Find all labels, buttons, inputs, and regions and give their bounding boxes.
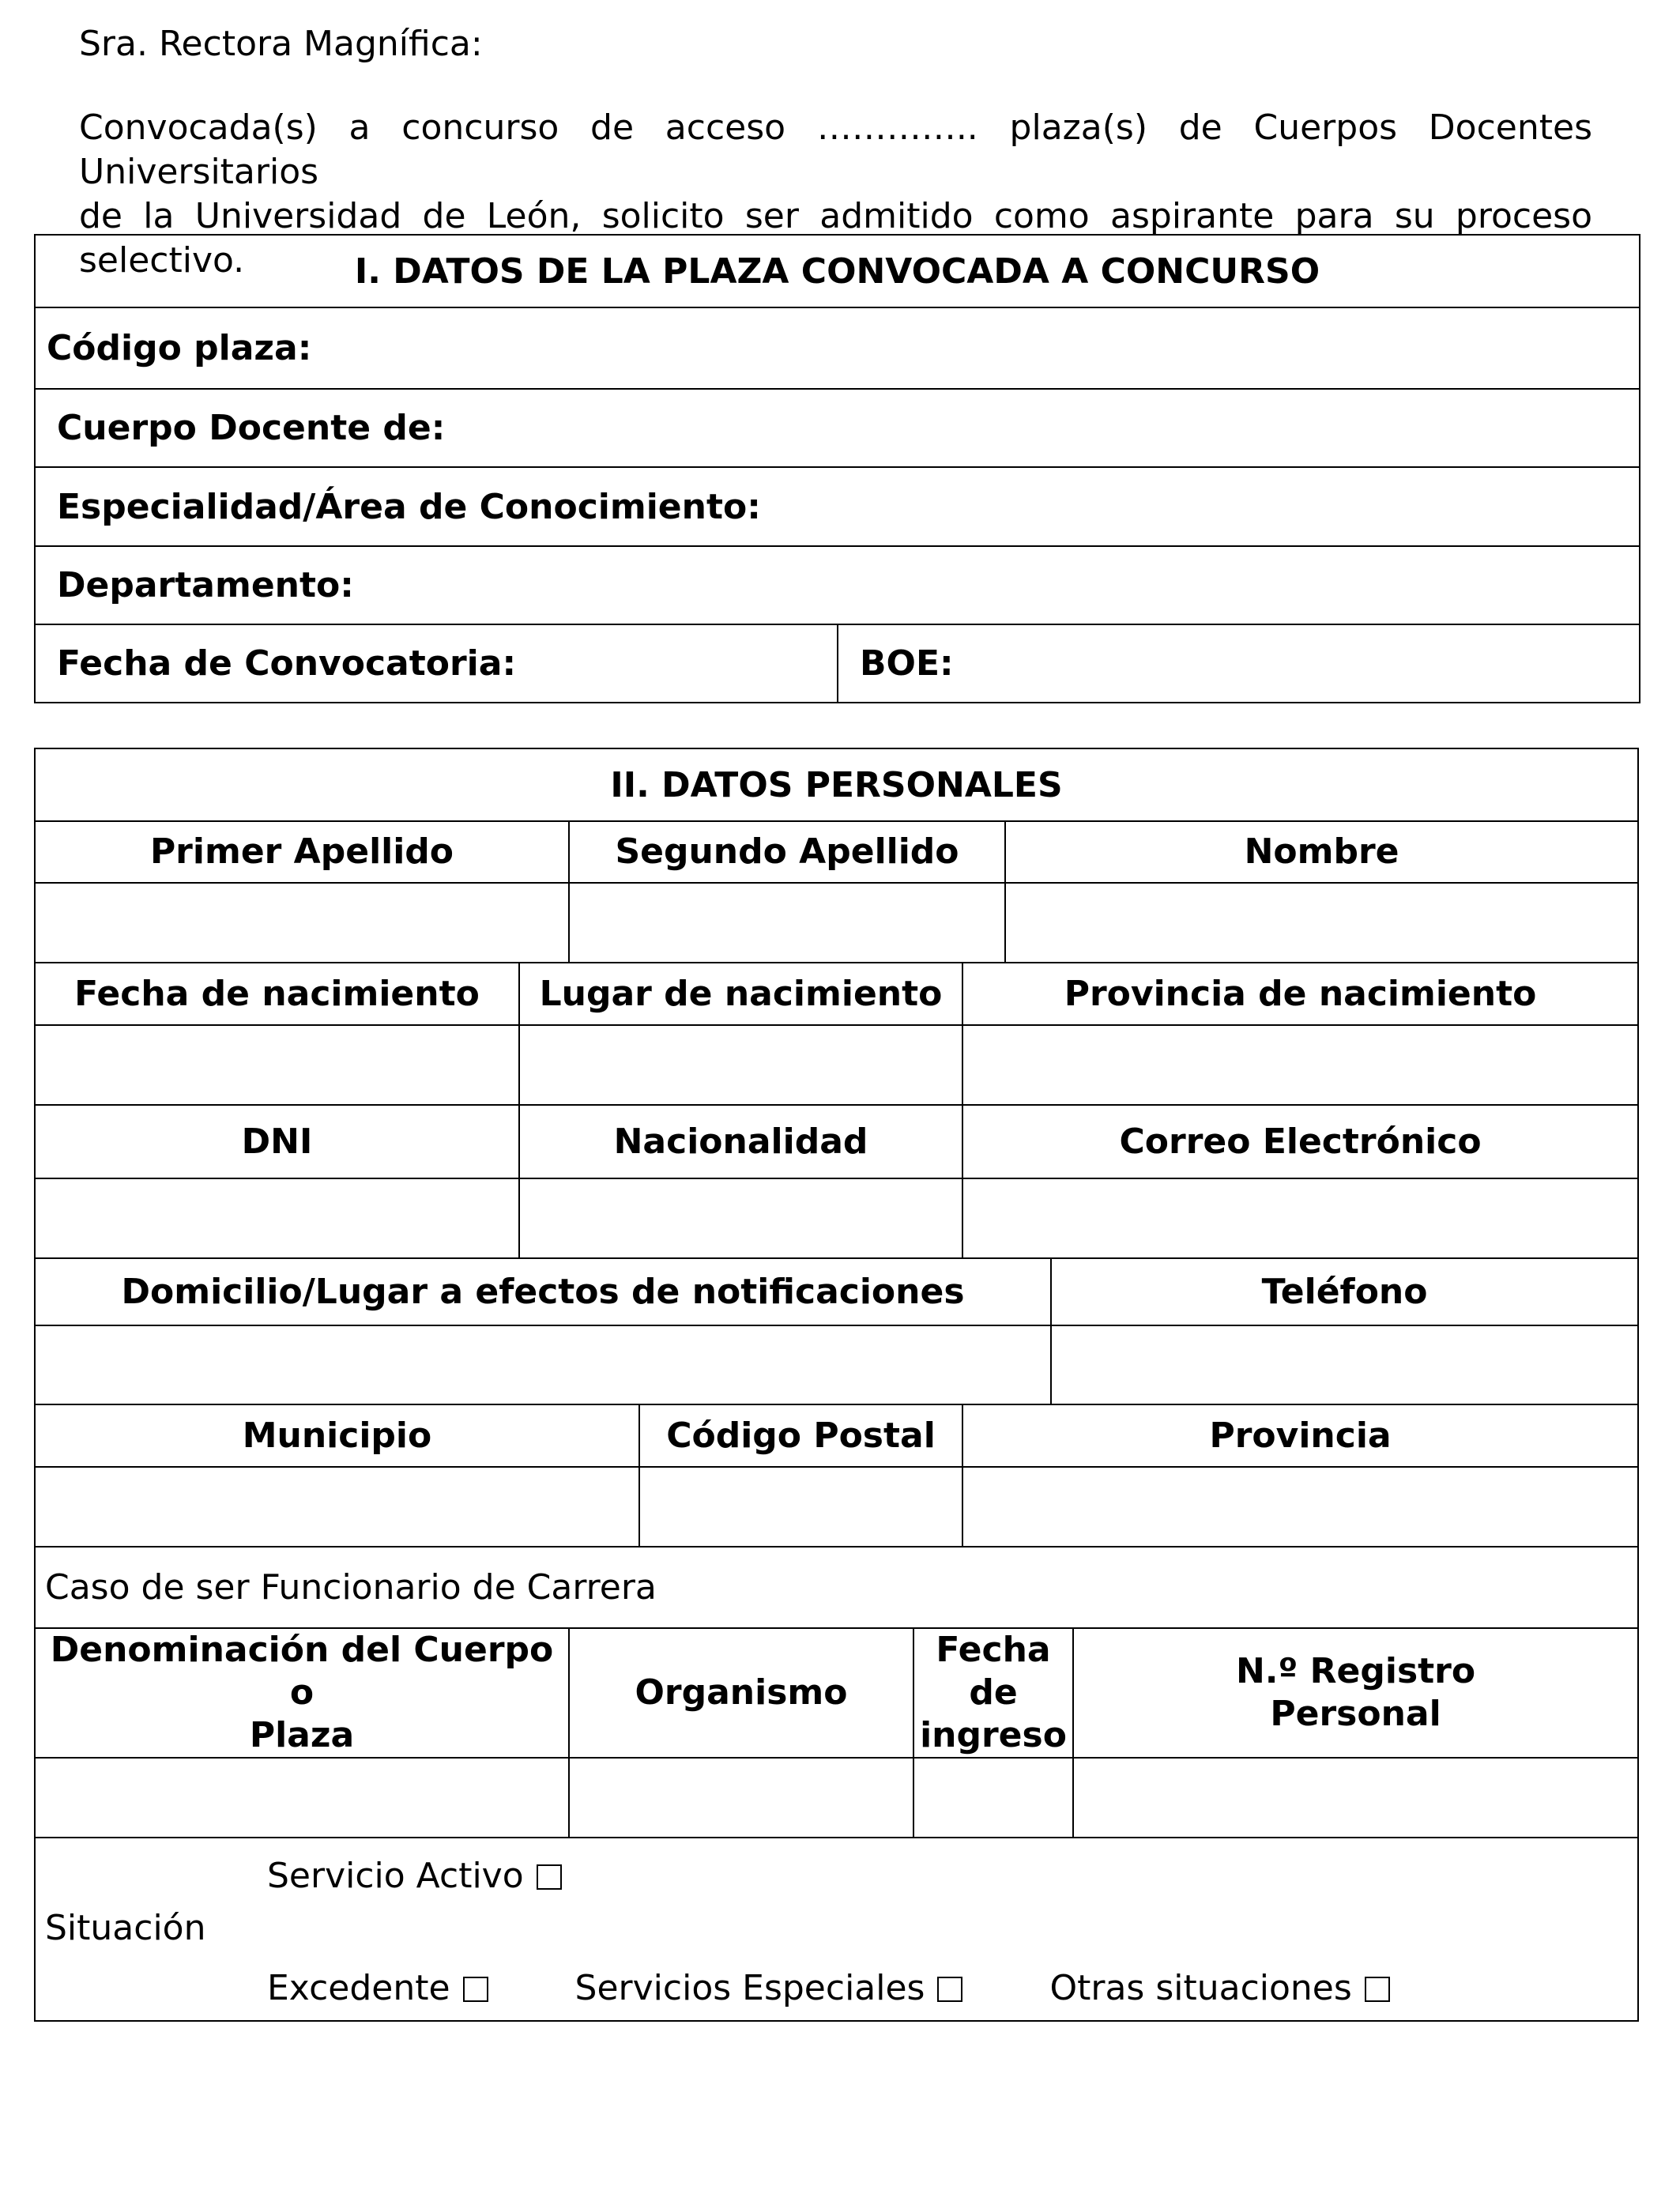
departamento-label: Departamento:	[57, 565, 354, 605]
denominacion-input[interactable]	[35, 1758, 569, 1838]
section-2-title: II. DATOS PERSONALES	[35, 748, 1638, 821]
especialidad-field[interactable]	[35, 467, 1640, 546]
nombre-input[interactable]	[1005, 883, 1638, 963]
municipio-header: Municipio	[35, 1404, 639, 1467]
situacion-label: Situación	[45, 1908, 206, 1948]
provincia-header: Provincia	[962, 1404, 1638, 1467]
fecha-ingreso-header	[913, 1628, 1073, 1758]
personal-data-table	[34, 748, 1639, 2022]
boe-field[interactable]	[838, 624, 1640, 703]
servicios-especiales-option[interactable]	[575, 1968, 963, 2008]
organismo-header: Organismo	[569, 1628, 913, 1758]
dni-input[interactable]	[35, 1178, 519, 1258]
telefono-input[interactable]	[1051, 1325, 1638, 1404]
servicio-activo-option[interactable]	[267, 1856, 562, 1896]
codigo-postal-header: Código Postal	[639, 1404, 962, 1467]
dni-header: DNI	[35, 1105, 519, 1178]
departamento-field[interactable]	[35, 546, 1640, 624]
request-line-1: Convocada(s) a concurso de acceso ………….. plaza(s) de Cuerpos Docentes Universitarios	[79, 107, 1592, 192]
registro-personal-input[interactable]	[1073, 1758, 1638, 1838]
cuerpo-docente-field[interactable]	[35, 389, 1640, 467]
primer-apellido-input[interactable]	[35, 883, 569, 963]
lugar-nacimiento-input[interactable]	[519, 1025, 962, 1105]
lugar-nacimiento-header: Lugar de nacimiento	[519, 963, 962, 1025]
excedente-checkbox[interactable]	[463, 1977, 488, 2002]
fecha-ingreso-header-line-2: ingreso	[920, 1715, 1067, 1755]
servicios-especiales-label: Servicios Especiales	[574, 1968, 925, 2008]
section-1-title: I. DATOS DE LA PLAZA CONVOCADA A CONCURSO	[35, 235, 1640, 307]
municipio-input[interactable]	[35, 1467, 639, 1547]
servicios-especiales-checkbox[interactable]	[937, 1977, 962, 2002]
registro-header-line-2: Personal	[1270, 1694, 1441, 1734]
otras-situaciones-option[interactable]	[1049, 1968, 1389, 2008]
nacionalidad-input[interactable]	[519, 1178, 962, 1258]
provincia-input[interactable]	[962, 1467, 1638, 1547]
codigo-plaza-field[interactable]	[35, 307, 1640, 389]
correo-header: Correo Electrónico	[962, 1105, 1638, 1178]
segundo-apellido-header: Segundo Apellido	[569, 821, 1005, 883]
situacion-cell	[35, 1838, 1638, 2021]
boe-label: BOE:	[860, 643, 954, 684]
correo-input[interactable]	[962, 1178, 1638, 1258]
fecha-ingreso-header-line-1: Fecha de	[936, 1630, 1051, 1713]
servicio-activo-label: Servicio Activo	[267, 1856, 524, 1896]
nombre-header: Nombre	[1005, 821, 1638, 883]
telefono-header: Teléfono	[1051, 1258, 1638, 1325]
codigo-plaza-label: Código plaza:	[47, 328, 312, 368]
segundo-apellido-input[interactable]	[569, 883, 1005, 963]
denominacion-header-line-1: Denominación del Cuerpo o	[50, 1630, 554, 1713]
organismo-input[interactable]	[569, 1758, 913, 1838]
fecha-convocatoria-field[interactable]	[35, 624, 838, 703]
domicilio-header: Domicilio/Lugar a efectos de notificaciones	[35, 1258, 1051, 1325]
fecha-ingreso-input[interactable]	[913, 1758, 1073, 1838]
provincia-nacimiento-header: Provincia de nacimiento	[962, 963, 1638, 1025]
registro-header-line-1: N.º Registro	[1235, 1651, 1476, 1691]
domicilio-input[interactable]	[35, 1325, 1051, 1404]
codigo-postal-input[interactable]	[639, 1467, 962, 1547]
otras-situaciones-checkbox[interactable]	[1365, 1977, 1390, 2002]
denominacion-header	[35, 1628, 569, 1758]
plaza-data-table	[34, 234, 1640, 703]
fecha-nacimiento-input[interactable]	[35, 1025, 519, 1105]
excedente-label: Excedente	[267, 1968, 450, 2008]
otras-situaciones-label: Otras situaciones	[1049, 1968, 1352, 2008]
fecha-convocatoria-label: Fecha de Convocatoria:	[57, 643, 517, 684]
cuerpo-docente-label: Cuerpo Docente de:	[57, 408, 446, 448]
salutation: Sra. Rectora Magnífica:	[79, 24, 483, 64]
especialidad-label: Especialidad/Área de Conocimiento:	[57, 486, 761, 527]
registro-personal-header	[1073, 1628, 1638, 1758]
fecha-nacimiento-header: Fecha de nacimiento	[35, 963, 519, 1025]
excedente-option[interactable]	[267, 1968, 488, 2008]
funcionario-caption: Caso de ser Funcionario de Carrera	[35, 1547, 1638, 1628]
nacionalidad-header: Nacionalidad	[519, 1105, 962, 1178]
denominacion-header-line-2: Plaza	[249, 1715, 355, 1755]
servicio-activo-checkbox[interactable]	[537, 1864, 562, 1890]
provincia-nacimiento-input[interactable]	[962, 1025, 1638, 1105]
request-line-2: de la Universidad de León, solicito ser admitido como aspirante para su proceso selectivo.	[79, 196, 1592, 281]
primer-apellido-header: Primer Apellido	[35, 821, 569, 883]
